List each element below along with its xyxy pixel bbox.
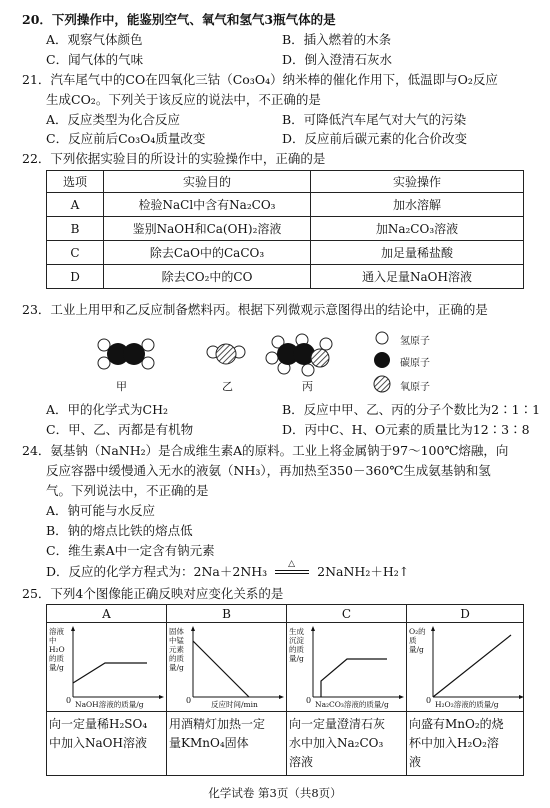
q25-table	[46, 604, 524, 776]
table-cell: 检验NaCl中含有Na₂CO₃	[104, 193, 311, 217]
q24-stem-line1: 24．氨基钠（NaNH₂）是合成维生素A的原料。工业上将金属钠于97～100℃熔融，向	[22, 443, 509, 458]
desc-b	[167, 712, 287, 776]
desc-d	[407, 712, 524, 776]
q20-option-a: A．观察气体颜色	[46, 32, 143, 47]
table-row	[47, 241, 524, 265]
q23-option-b: B．反应中甲、乙、丙的分子个数比为2∶1∶1	[282, 402, 541, 417]
graph-d-origin: 0	[426, 696, 432, 705]
desc-line: 量KMnO₄固体	[169, 736, 249, 750]
q25-stem: 25．下列4个图像能正确反映对应变化关系的是	[22, 586, 284, 601]
molecule-label-bing: 丙	[302, 380, 313, 393]
graph-a-origin: 0	[66, 696, 72, 705]
q21-option-d: D．反应前后碳元素的化合价改变	[282, 131, 468, 146]
molecule-label-jia: 甲	[116, 380, 127, 393]
graph-a-cell	[47, 623, 167, 712]
table-cell: B	[47, 217, 104, 241]
q24-option-d	[46, 558, 410, 581]
table-row	[47, 193, 524, 217]
desc-a	[47, 712, 167, 776]
graph-a-ylabel: 溶液中H₂O的质量/g	[49, 627, 65, 672]
graph-d-ylabel: O₂的质量/g	[409, 627, 426, 654]
q24-option-d-suffix: 2NaNH₂＋H₂↑	[317, 564, 410, 579]
reaction-arrow	[271, 558, 313, 581]
q25-header-c: C	[287, 605, 407, 623]
q24-option-c: C．维生素A中一定含有钠元素	[46, 543, 215, 558]
q21-stem-line2: 生成CO₂。下列关于该反应的说法中，不正确的是	[46, 92, 321, 107]
graph-b-plot	[167, 623, 286, 711]
q22-header-purpose: 实验目的	[104, 171, 311, 193]
desc-line: 向一定量稀H₂SO₄	[49, 717, 148, 731]
table-cell: 加足量稀盐酸	[311, 241, 524, 265]
table-cell: A	[47, 193, 104, 217]
q25-header-b: B	[167, 605, 287, 623]
q24-option-b: B．钠的熔点比铁的熔点低	[46, 523, 193, 538]
molecule-label-yi: 乙	[222, 380, 233, 393]
legend-carbon: 碳原子	[400, 358, 430, 369]
q21-stem-line1: 21．汽车尾气中的CO在四氧化三钴（Co₃O₄）纳米棒的催化作用下，低温即与O₂反应	[22, 72, 498, 87]
q23-stem: 23．工业上用甲和乙反应制备燃料丙。根据下列微观示意图得出的结论中，正确的是	[22, 302, 488, 317]
q25-header-d: D	[407, 605, 524, 623]
desc-c	[287, 712, 407, 776]
heat-condition-label: △	[288, 558, 296, 569]
molecule-bing	[266, 334, 332, 376]
legend-hydrogen-symbol	[376, 332, 388, 344]
q22-table	[46, 170, 524, 289]
q21-option-b: B．可降低汽车尾气对大气的污染	[282, 112, 467, 127]
legend-carbon-symbol	[374, 352, 390, 368]
table-row	[47, 217, 524, 241]
q24-option-d-prefix: D．反应的化学方程式为：2Na＋2NH₃	[46, 564, 268, 579]
q22-header-operation: 实验操作	[311, 171, 524, 193]
q23-option-d: D．丙中C、H、O元素的质量比为12∶3∶8	[282, 422, 530, 437]
legend-oxygen-symbol	[374, 376, 390, 392]
molecule-jia	[98, 339, 154, 369]
table-cell: 除去CO₂中的CO	[104, 265, 311, 289]
graph-c-plot	[287, 623, 406, 711]
desc-line: 水中加入Na₂CO₃	[289, 736, 384, 750]
q24-stem-line3: 气。下列说法中，不正确的是	[46, 483, 209, 498]
q20-option-d: D．倒入澄清石灰水	[282, 52, 393, 67]
q24-option-a: A．钠可能与水反应	[46, 503, 156, 518]
graph-c-origin: 0	[306, 696, 312, 705]
q24-stem-line2: 反应容器中缓慢通入无水的液氨（NH₃），再加热至350－360℃生成氨基钠和氢	[46, 463, 491, 478]
q21-option-a: A．反应类型为化合反应	[46, 112, 181, 127]
legend-hydrogen: 氢原子	[400, 336, 430, 347]
desc-line: 液	[409, 755, 422, 769]
graph-d-plot	[407, 623, 527, 711]
desc-line: 中加入NaOH溶液	[49, 736, 147, 750]
graph-c-ylabel: 生成沉淀的质量/g	[289, 627, 304, 663]
table-cell: 除去CaO中的CaCO₃	[104, 241, 311, 265]
graph-b-xlabel: 反应时间/min	[211, 700, 258, 709]
graph-b-ylabel: 固体中锰元素的质量/g	[169, 627, 184, 672]
graph-a-xlabel: NaOH溶液的质量/g	[75, 700, 144, 709]
table-cell: C	[47, 241, 104, 265]
table-cell: 加Na₂CO₃溶液	[311, 217, 524, 241]
q23-option-a: A．甲的化学式为CH₂	[46, 402, 169, 417]
q22-header-option: 选项	[47, 171, 104, 193]
desc-line: 杯中加入H₂O₂溶	[409, 736, 499, 750]
graph-d-xlabel: H₂O₂溶液的质量/g	[435, 700, 499, 709]
desc-line: 向一定量澄清石灰	[289, 717, 386, 731]
graph-c-xlabel: Na₂CO₃溶液的质量/g	[315, 700, 389, 709]
q20-stem: 20．下列操作中，能鉴别空气、氧气和氢气3瓶气体的是	[22, 12, 336, 27]
q21-option-c: C．反应前后Co₃O₄质量改变	[46, 131, 206, 146]
graph-a-plot	[47, 623, 166, 711]
table-cell: 鉴别NaOH和Ca(OH)₂溶液	[104, 217, 311, 241]
q25-header-a: A	[47, 605, 167, 623]
desc-line: 溶液	[289, 755, 314, 769]
table-cell: 加水溶解	[311, 193, 524, 217]
desc-line: 用酒精灯加热一定	[169, 717, 266, 731]
graph-b-cell	[167, 623, 287, 712]
q20-option-c: C．闻气体的气味	[46, 52, 144, 67]
desc-line: 向盛有MnO₂的烧	[409, 717, 504, 731]
legend-oxygen: 氧原子	[400, 382, 430, 393]
graph-d-cell	[407, 623, 524, 712]
graph-b-origin: 0	[186, 696, 192, 705]
q20-option-b: B．插入燃着的木条	[282, 32, 392, 47]
table-cell: D	[47, 265, 104, 289]
q22-stem: 22．下列依据实验目的所设计的实验操作中，正确的是	[22, 151, 326, 166]
graph-c-cell	[287, 623, 407, 712]
table-row	[47, 265, 524, 289]
table-cell: 通入足量NaOH溶液	[311, 265, 524, 289]
molecule-yi	[207, 344, 245, 364]
page-footer: 化学试卷 第3页（共8页）	[208, 786, 342, 800]
q23-option-c: C．甲、乙、丙都是有机物	[46, 422, 194, 437]
